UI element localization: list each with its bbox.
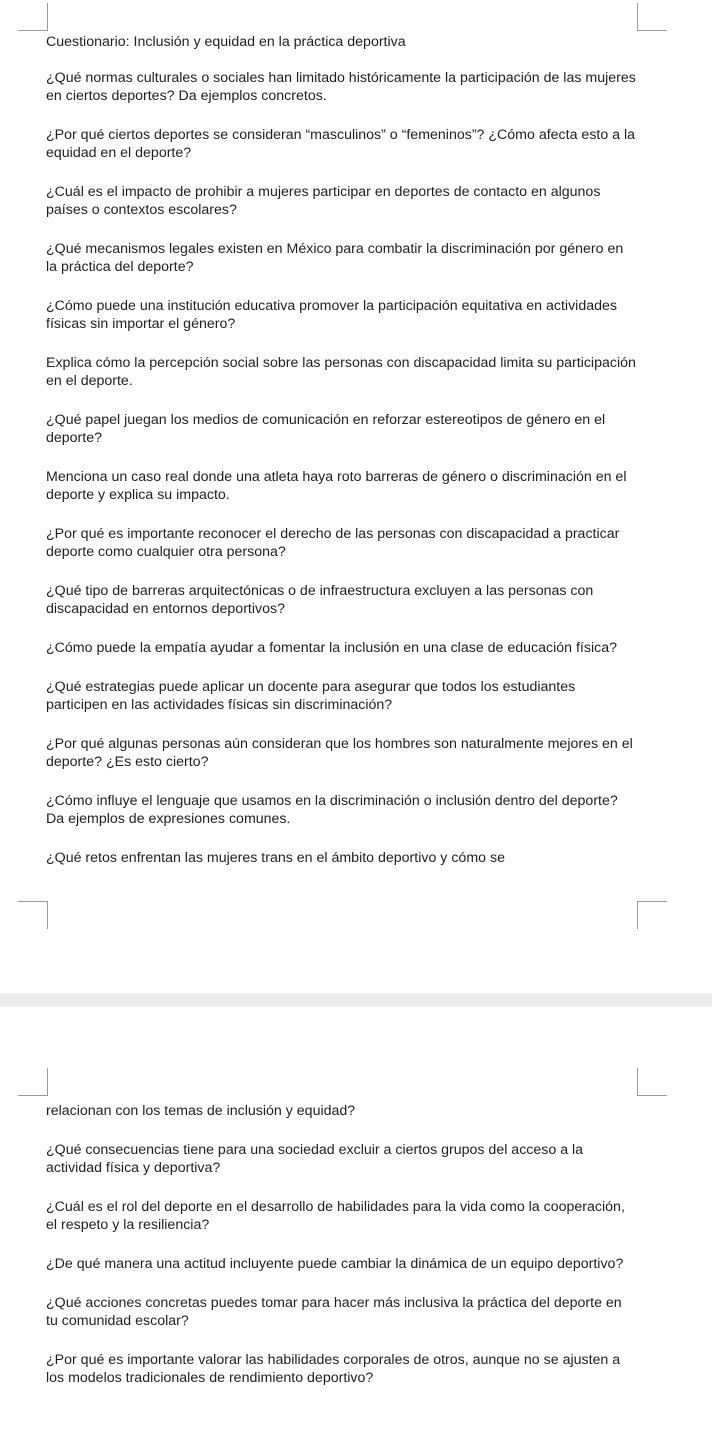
question: ¿Por qué algunas personas aún consideran que los hombres son naturalmente mejores en el deporte? ¿Es esto cierto?: [46, 736, 633, 770]
margin-marker-top-left: [18, 1068, 48, 1096]
margin-marker-top-left: [18, 3, 48, 31]
page-2-text: [46, 1102, 636, 1408]
question-continuation: relacionan con los temas de inclusión y equidad?: [46, 1103, 356, 1119]
question: ¿Cuál es el rol del deporte en el desarrollo de habilidades para la vida como la cooperación, el respeto y la resiliencia?: [46, 1199, 625, 1233]
question: Menciona un caso real donde una atleta haya roto barreras de género o discriminación en el deporte y explica su impacto.: [46, 469, 627, 503]
margin-marker-top-right: [637, 3, 667, 31]
margin-marker-top-right: [637, 1068, 667, 1096]
document-page-2: [0, 1007, 712, 1433]
question: ¿Qué tipo de barreras arquitectónicas o de infraestructura excluyen a las personas con discapacidad en entornos deportivos?: [46, 583, 594, 617]
margin-marker-bottom-right: [637, 901, 667, 929]
question: ¿Cómo puede la empatía ayudar a fomentar la inclusión en una clase de educación física?: [46, 640, 617, 656]
page-separator: [0, 993, 712, 1007]
question: ¿Por qué ciertos deportes se consideran “masculinos” o “femeninos”? ¿Cómo afecta esto a la equidad en el deporte?: [46, 127, 636, 161]
question: ¿Qué mecanismos legales existen en México para combatir la discriminación por género en la práctica del deporte?: [46, 241, 624, 275]
question: ¿Por qué es importante valorar las habilidades corporales de otros, aunque no se ajusten a los modelos tradicionales de rendimiento deportivo?: [46, 1352, 621, 1386]
question: ¿Cuál es el impacto de prohibir a mujeres participar en deportes de contacto en algunos países o contextos escolares?: [46, 184, 601, 218]
question: ¿Qué normas culturales o sociales han limitado históricamente la participación de las mujeres en ciertos deportes? Da ejemplos concretos.: [46, 70, 636, 104]
question: ¿Por qué es importante reconocer el derecho de las personas con discapacidad a practicar deporte como cualquier otra persona?: [46, 526, 620, 560]
document-title: Cuestionario: Inclusión y equidad en la práctica deportiva: [46, 34, 406, 50]
question: ¿Cómo influye el lenguaje que usamos en la discriminación o inclusión dentro del deporte? Da ejemplos de expresiones comunes.: [46, 793, 618, 827]
question: ¿Qué estrategias puede aplicar un docente para asegurar que todos los estudiantes participen en las actividades físicas sin discriminación?: [46, 679, 576, 713]
question: ¿Qué consecuencias tiene para una sociedad excluir a ciertos grupos del acceso a la actividad física y deportiva?: [46, 1142, 584, 1176]
question: ¿Qué papel juegan los medios de comunicación en reforzar estereotipos de género en el deporte?: [46, 412, 606, 446]
question: ¿Qué acciones concretas puedes tomar para hacer más inclusiva la práctica del deporte en tu comunidad escolar?: [46, 1295, 622, 1329]
question: Explica cómo la percepción social sobre las personas con discapacidad limita su participación en el deporte.: [46, 355, 636, 389]
question: ¿De qué manera una actitud incluyente puede cambiar la dinámica de un equipo deportivo?: [46, 1256, 624, 1272]
margin-marker-bottom-left: [18, 901, 48, 929]
question: ¿Cómo puede una institución educativa promover la participación equitativa en actividades físicas sin importar el género?: [46, 298, 617, 332]
page-1-text: [46, 33, 636, 888]
question: ¿Qué retos enfrentan las mujeres trans en el ámbito deportivo y cómo se: [46, 850, 505, 866]
